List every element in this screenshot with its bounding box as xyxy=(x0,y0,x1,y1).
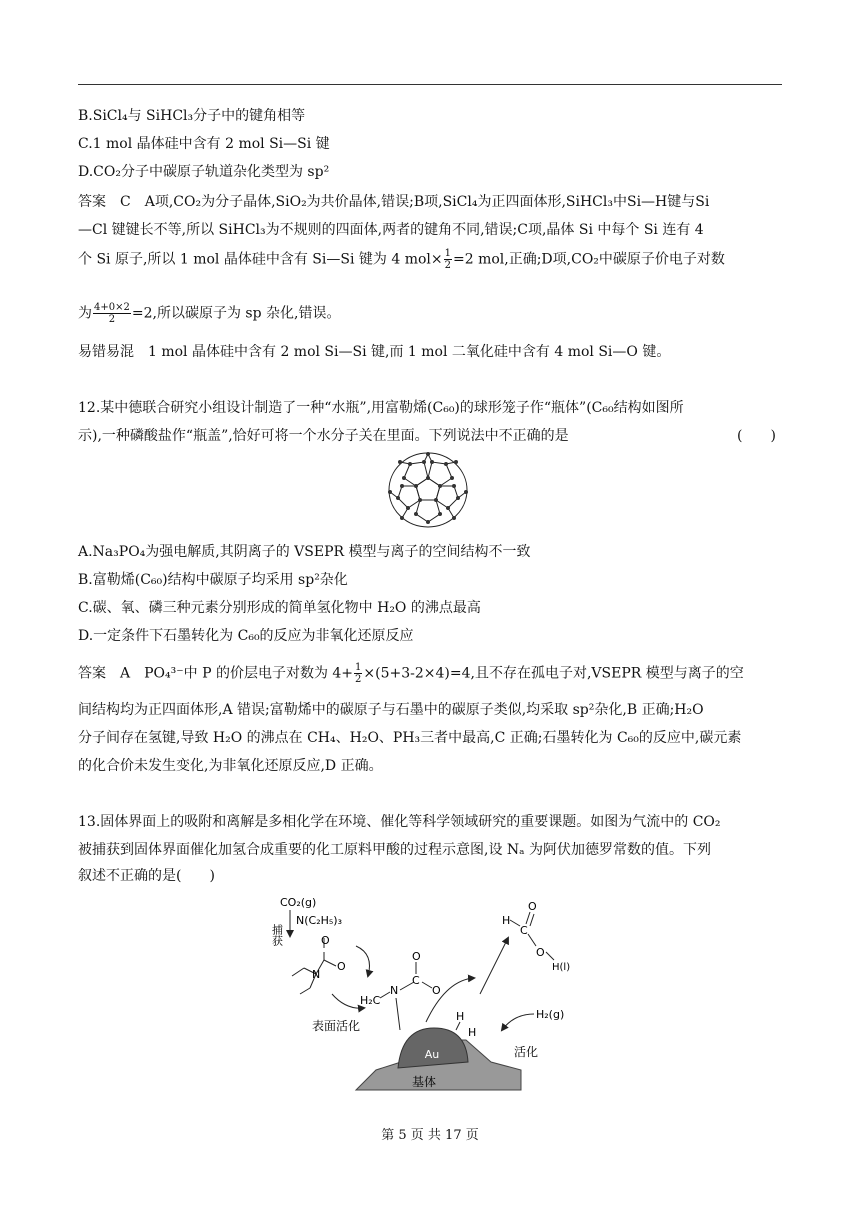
amine-label: N(C₂H₅)₃ xyxy=(296,914,342,927)
q12-option-b: B.富勒烯(C₆₀)结构中碳原子均采用 sp²杂化 xyxy=(78,572,348,588)
c60-fullerene-figure xyxy=(382,448,474,532)
svg-text:H: H xyxy=(468,1026,477,1039)
svg-text:N: N xyxy=(390,984,399,997)
q11-option-d: D.CO₂分子中碳原子轨道杂化类型为 sp² xyxy=(78,164,330,180)
surface-activation-label: 表面活化 xyxy=(312,1019,361,1033)
capture-label: 捕获 xyxy=(270,924,284,946)
q11-answer-line1: 答案 C A项,CO₂为分子晶体,SiO₂为共价晶体,错误;B项,SiCl₄为正四面体形,SiHCl₃中Si—H键与Si xyxy=(78,194,710,210)
q11-answer-line2: —Cl 键键长不等,所以 SiHCl₃为不规则的四面体,两者的键角不同,错误;C项,晶体 Si 中每个 Si 连有 4 xyxy=(78,222,704,238)
q11-answer-line3: 个 Si 原子,所以 1 mol 晶体硅中含有 Si—Si 键为 4 mol× $\frac{1}{2}$ =2 mol,正确;D项,CO₂中碳原子价电子对数 xyxy=(78,248,725,271)
co2-label: CO₂(g) xyxy=(280,896,317,909)
svg-text:O: O xyxy=(432,984,441,997)
substrate-label: 基体 xyxy=(411,1075,437,1089)
q12-answer-line2: 间结构均为正四面体形,A 错误;富勒烯中的碳原子与石墨中的碳原子类似,均采取 sp²杂化,B 正确;H₂O xyxy=(78,702,704,718)
formic-acid-process-diagram xyxy=(270,890,576,1090)
svg-text:O: O xyxy=(321,934,330,947)
svg-text:H₂C: H₂C xyxy=(360,994,381,1007)
fraction: $\frac{1}{2}$ xyxy=(355,662,362,685)
svg-text:C: C xyxy=(412,974,420,987)
svg-text:H(l): H(l) xyxy=(552,962,571,973)
q12-option-a: A.Na₃PO₄为强电解质,其阴离子的 VSEPR 模型与离子的空间结构不一致 xyxy=(78,544,531,560)
q13-stem-line1: 13.固体界面上的吸附和离解是多相化学在环境、催化等科学领域研究的重要课题。如图为气流中的 CO₂ xyxy=(78,814,721,830)
svg-text:O: O xyxy=(337,960,346,973)
svg-text:O: O xyxy=(528,900,537,913)
q12-stem-line1: 12.某中德联合研究小组设计制造了一种“水瓶”,用富勒烯(C₆₀)的球形笼子作“瓶体”(C₆₀结构如图所 xyxy=(78,400,684,416)
svg-text:O: O xyxy=(412,950,421,963)
header-rule xyxy=(78,84,782,85)
fraction: $\frac{4+0\times 2}{2}$ xyxy=(94,302,130,325)
svg-text:C: C xyxy=(520,924,528,937)
q12-answer-paren: ( ) xyxy=(737,428,776,444)
h2-label: H₂(g) xyxy=(536,1008,565,1021)
q11-easy-mistake: 易错易混 1 mol 晶体硅中含有 2 mol Si—Si 键,而 1 mol 二氧化硅中含有 4 mol Si—O 键。 xyxy=(78,344,671,360)
q13-stem-line2: 被捕获到固体界面催化加氢合成重要的化工原料甲酸的过程示意图,设 Nₐ 为阿伏加德罗常数的值。下列 xyxy=(78,842,711,858)
q11-option-b: B.SiCl₄与 SiHCl₃分子中的键角相等 xyxy=(78,108,306,124)
q12-stem-line2: 示),一种磷酸盐作“瓶盖”,恰好可将一个水分子关在里面。下列说法中不正确的是 xyxy=(78,428,569,444)
q12-answer-line4: 的化合价未发生变化,为非氧化还原反应,D 正确。 xyxy=(78,758,383,774)
page-footer: 第 5 页 共 17 页 xyxy=(381,1128,479,1143)
q11-option-c: C.1 mol 晶体硅中含有 2 mol Si—Si 键 xyxy=(78,136,330,152)
svg-text:N: N xyxy=(312,968,321,981)
q12-answer-line3: 分子间存在氢键,导致 H₂O 的沸点在 CH₄、H₂O、PH₃三者中最高,C 正确;石墨转化为 C₆₀的反应中,碳元素 xyxy=(78,730,742,746)
activation-label: 活化 xyxy=(514,1045,539,1059)
svg-text:H: H xyxy=(456,1010,465,1023)
svg-text:O: O xyxy=(536,946,545,959)
fraction: $\frac{1}{2}$ xyxy=(444,248,451,271)
q12-option-d: D.一定条件下石墨转化为 C₆₀的反应为非氧化还原反应 xyxy=(78,628,414,644)
svg-text:H: H xyxy=(502,914,511,927)
au-label: Au xyxy=(424,1048,440,1061)
q12-answer-line1: 答案 A PO₄³⁻中 P 的价层电子对数为 4+ $\frac{1}{2}$ ×(5+3-2×4)=4,且不存在孤电子对,VSEPR 模型与离子的空 xyxy=(78,662,744,685)
q12-option-c: C.碳、氧、磷三种元素分别形成的简单氢化物中 H₂O 的沸点最高 xyxy=(78,600,481,616)
q13-stem-line3: 叙述不正确的是( ) xyxy=(78,868,215,884)
q11-answer-line4: 为 $\frac{4+0\times 2}{2}$ =2,所以碳原子为 sp 杂化,错误。 xyxy=(78,302,341,325)
